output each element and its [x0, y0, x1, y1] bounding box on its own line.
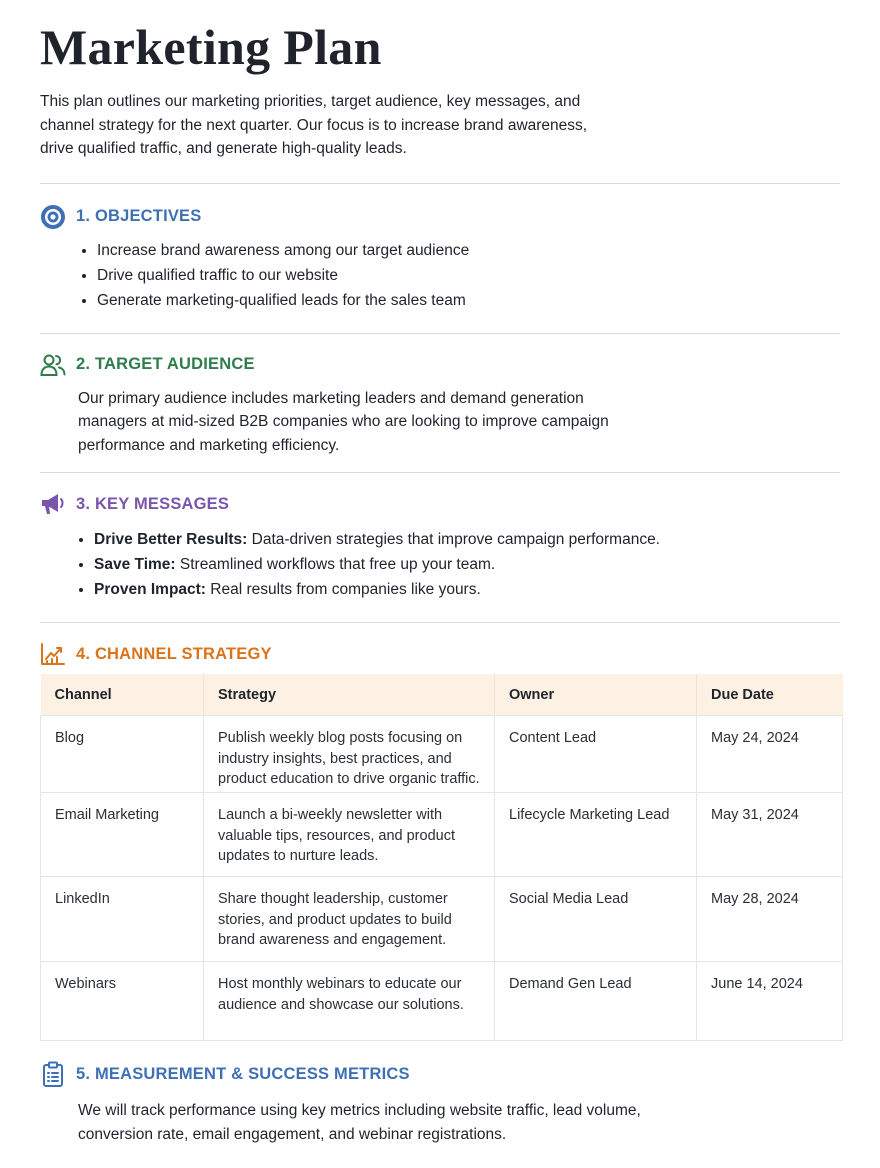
column-header-channel: Channel — [41, 674, 204, 716]
message-text: Streamlined workflows that free up your team. — [175, 556, 496, 573]
list-item — [94, 527, 840, 552]
column-header-owner: Owner — [495, 674, 697, 716]
cell-channel: LinkedIn — [41, 877, 204, 962]
megaphone-icon — [40, 491, 66, 517]
section-header — [40, 641, 840, 667]
message-label: Proven Impact: — [94, 581, 206, 598]
intro-paragraph: This plan outlines our marketing priorities, target audience, key messages, and channel strategy for the next quarter. Our focus is to increase brand awareness, drive qualified traffic, and generate high-quality leads. — [40, 93, 588, 157]
clipboard-icon — [40, 1061, 66, 1087]
table-row — [41, 716, 843, 793]
chart-trend-icon — [40, 641, 66, 667]
section-header — [40, 204, 840, 230]
section-header — [40, 491, 840, 517]
cell-due-date: May 31, 2024 — [697, 793, 843, 877]
list-item — [94, 577, 840, 602]
list-item: • Drive qualified traffic to our website — [97, 263, 840, 288]
objectives-list — [40, 238, 840, 313]
target-icon — [40, 204, 66, 230]
section-heading: 3. KEY MESSAGES — [76, 494, 230, 513]
cell-due-date: May 24, 2024 — [697, 716, 843, 793]
cell-strategy: Launch a bi-weekly newsletter with valuable tips, resources, and product updates to nurture leads. — [204, 793, 495, 877]
cell-channel: Email Marketing — [41, 793, 204, 877]
section-channel-strategy — [40, 623, 840, 1041]
cell-strategy: Host monthly webinars to educate our audience and showcase our solutions. — [204, 962, 495, 1041]
channel-table — [40, 674, 843, 1041]
users-icon — [40, 352, 66, 378]
cell-strategy: Share thought leadership, customer stories, and product updates to build brand awareness and engagement. — [204, 877, 495, 962]
section-measurement — [40, 1041, 840, 1146]
cell-due-date: June 14, 2024 — [697, 962, 843, 1041]
cell-owner: Demand Gen Lead — [495, 962, 697, 1041]
audience-paragraph: Our primary audience includes marketing leaders and demand generation managers at mid-sized B2B companies who are looking to improve campaign performance and marketing efficiency. — [78, 389, 609, 454]
message-label: Save Time: — [94, 556, 176, 573]
section-target-audience — [40, 334, 840, 458]
section-header — [40, 352, 840, 378]
metrics-paragraph: We will track performance using key metrics including website traffic, lead volume, conversion rate, email engagement, and webinar registrations. — [78, 1102, 641, 1143]
section-key-messages — [40, 473, 840, 602]
section-header — [40, 1061, 840, 1087]
page-title: Marketing Plan — [40, 19, 382, 75]
column-header-strategy: Strategy — [204, 674, 495, 716]
column-header-due-date: Due Date — [697, 674, 843, 716]
message-text: Data-driven strategies that improve campaign performance. — [247, 531, 660, 548]
table-row — [41, 962, 843, 1041]
cell-channel: Webinars — [41, 962, 204, 1041]
message-text: Real results from companies like yours. — [205, 581, 481, 598]
cell-owner: Lifecycle Marketing Lead — [495, 793, 697, 877]
section-heading: 4. CHANNEL STRATEGY — [76, 644, 272, 663]
section-heading: 5. MEASUREMENT & SUCCESS METRICS — [76, 1064, 410, 1083]
message-label: Drive Better Results: — [94, 531, 248, 548]
table-header-row — [41, 674, 843, 716]
section-objectives — [40, 184, 840, 313]
messages-list — [40, 527, 840, 602]
cell-owner: Social Media Lead — [495, 877, 697, 962]
list-item — [94, 552, 840, 577]
cell-due-date: May 28, 2024 — [697, 877, 843, 962]
section-heading: 1. OBJECTIVES — [76, 207, 202, 225]
table-row — [41, 877, 843, 962]
table-row — [41, 793, 843, 877]
cell-owner: Content Lead — [495, 716, 697, 793]
cell-strategy: Publish weekly blog posts focusing on industry insights, best practices, and product education to drive organic traffic. — [204, 716, 495, 793]
list-item: • Increase brand awareness among our target audience — [97, 238, 840, 263]
list-item: • Generate marketing-qualified leads for the sales team — [97, 288, 840, 313]
cell-channel: Blog — [41, 716, 204, 793]
section-heading: 2. TARGET AUDIENCE — [76, 355, 255, 373]
